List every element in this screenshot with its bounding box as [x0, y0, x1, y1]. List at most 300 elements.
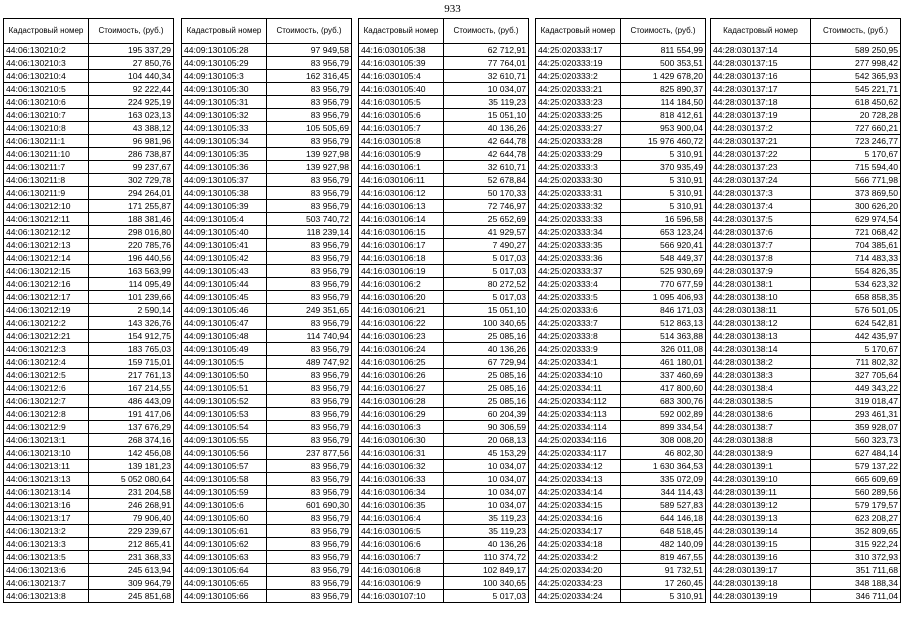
cadastral-number-cell: 44:06:130213:6 — [4, 564, 89, 577]
table-row — [711, 291, 901, 304]
cadastral-number-cell: 44:09:130105:59 — [182, 486, 267, 499]
table-row — [536, 291, 706, 304]
table-row — [536, 135, 706, 148]
cost-cell: 67 729,94 — [444, 356, 529, 369]
cadastral-number-cell: 44:16:030106:9 — [359, 577, 444, 590]
cost-cell: 83 956,79 — [267, 486, 352, 499]
cadastral-number-cell: 44:28:030139:17 — [711, 564, 811, 577]
cadastral-number-cell: 44:25:020334:20 — [536, 564, 621, 577]
cost-cell: 100 340,65 — [444, 577, 529, 590]
cadastral-number-cell: 44:09:130105:42 — [182, 252, 267, 265]
cadastral-number-cell: 44:25:020334:117 — [536, 447, 621, 460]
cadastral-number-cell: 44:25:020334:10 — [536, 369, 621, 382]
cost-cell: 653 123,24 — [621, 226, 706, 239]
cadastral-number-cell: 44:28:030137:14 — [711, 44, 811, 57]
table-row — [4, 447, 174, 460]
cadastral-number-cell: 44:06:130210:8 — [4, 122, 89, 135]
table-row — [536, 538, 706, 551]
table-row — [182, 447, 352, 460]
cadastral-number-cell: 44:16:030106:26 — [359, 369, 444, 382]
cost-cell: 683 300,76 — [621, 395, 706, 408]
cadastral-number-cell: 44:16:030106:2 — [359, 278, 444, 291]
cost-cell: 105 505,69 — [267, 122, 352, 135]
cadastral-number-cell: 44:16:030106:12 — [359, 187, 444, 200]
cost-cell: 5 017,03 — [444, 265, 529, 278]
cost-cell: 83 956,79 — [267, 525, 352, 538]
cost-cell: 139 927,98 — [267, 148, 352, 161]
cost-cell: 319 018,47 — [811, 395, 901, 408]
table-row — [4, 213, 174, 226]
cost-cell: 42 644,78 — [444, 135, 529, 148]
cadastral-number-cell: 44:06:130212:6 — [4, 382, 89, 395]
table-row — [182, 590, 352, 603]
table-row — [359, 434, 529, 447]
cadastral-number-cell: 44:16:030105:7 — [359, 122, 444, 135]
cadastral-number-cell: 44:16:030106:13 — [359, 200, 444, 213]
cost-cell: 183 765,03 — [89, 343, 174, 356]
table-row — [536, 187, 706, 200]
table-row — [536, 304, 706, 317]
table-row — [359, 174, 529, 187]
cadastral-number-cell: 44:09:130105:39 — [182, 200, 267, 213]
cost-cell: 486 443,09 — [89, 395, 174, 408]
cost-cell: 83 956,79 — [267, 343, 352, 356]
cost-cell: 658 858,35 — [811, 291, 901, 304]
table-row — [182, 473, 352, 486]
table-row — [359, 460, 529, 473]
cost-cell: 542 365,93 — [811, 70, 901, 83]
cadastral-number-cell: 44:16:030106:15 — [359, 226, 444, 239]
cadastral-number-cell: 44:28:030137:22 — [711, 148, 811, 161]
cadastral-number-cell: 44:09:130105:57 — [182, 460, 267, 473]
table-row — [536, 226, 706, 239]
cadastral-number-cell: 44:06:130212:16 — [4, 278, 89, 291]
table-row — [536, 512, 706, 525]
cadastral-number-cell: 44:28:030139:13 — [711, 512, 811, 525]
cadastral-number-cell: 44:06:130213:7 — [4, 577, 89, 590]
cost-cell: 83 956,79 — [267, 382, 352, 395]
cost-cell: 83 956,79 — [267, 252, 352, 265]
table-row — [4, 187, 174, 200]
table-row — [4, 148, 174, 161]
cost-cell: 171 255,87 — [89, 200, 174, 213]
cadastral-number-cell: 44:09:130105:35 — [182, 148, 267, 161]
table-row — [4, 70, 174, 83]
table-row — [536, 551, 706, 564]
table-row — [4, 473, 174, 486]
cadastral-number-cell: 44:09:130105:36 — [182, 161, 267, 174]
cost-cell: 92 222,44 — [89, 83, 174, 96]
cost-cell: 770 677,59 — [621, 278, 706, 291]
table-row — [182, 525, 352, 538]
cadastral-number-cell: 44:09:130105:28 — [182, 44, 267, 57]
cost-cell: 899 334,54 — [621, 421, 706, 434]
cost-cell: 417 800,60 — [621, 382, 706, 395]
table-row — [4, 421, 174, 434]
cost-cell: 83 956,79 — [267, 395, 352, 408]
cadastral-number-cell: 44:16:030105:5 — [359, 96, 444, 109]
table-row — [359, 135, 529, 148]
cadastral-table-1 — [3, 18, 174, 603]
cost-cell: 554 826,35 — [811, 265, 901, 278]
table-row — [359, 447, 529, 460]
cadastral-number-cell: 44:09:130105:47 — [182, 317, 267, 330]
cost-cell: 601 690,30 — [267, 499, 352, 512]
table-row — [182, 304, 352, 317]
table-row — [711, 395, 901, 408]
cost-cell: 114 740,94 — [267, 330, 352, 343]
table-row — [536, 57, 706, 70]
cadastral-number-cell: 44:06:130212:19 — [4, 304, 89, 317]
cadastral-number-cell: 44:16:030106:25 — [359, 356, 444, 369]
cost-cell: 99 237,67 — [89, 161, 174, 174]
table-row — [711, 551, 901, 564]
table-row — [711, 200, 901, 213]
cost-cell: 83 956,79 — [267, 577, 352, 590]
cost-cell: 104 440,34 — [89, 70, 174, 83]
cadastral-number-cell: 44:06:130212:9 — [4, 421, 89, 434]
table-row — [536, 161, 706, 174]
cost-cell: 5 310,91 — [621, 200, 706, 213]
table-row — [711, 135, 901, 148]
cadastral-number-cell: 44:25:020334:2 — [536, 551, 621, 564]
table-row — [536, 148, 706, 161]
cost-cell: 40 136,26 — [444, 122, 529, 135]
cadastral-number-cell: 44:28:030138:12 — [711, 317, 811, 330]
cost-cell: 217 761,13 — [89, 369, 174, 382]
table-row — [359, 356, 529, 369]
cost-cell: 83 956,79 — [267, 590, 352, 603]
table-row — [711, 317, 901, 330]
table-row — [359, 538, 529, 551]
cost-cell: 953 900,04 — [621, 122, 706, 135]
cadastral-number-cell: 44:25:020333:9 — [536, 343, 621, 356]
cadastral-number-cell: 44:25:020333:7 — [536, 317, 621, 330]
table-row — [359, 187, 529, 200]
cost-cell: 5 310,91 — [621, 174, 706, 187]
table-row — [711, 512, 901, 525]
cadastral-number-cell: 44:09:130105:31 — [182, 96, 267, 109]
cost-cell: 249 351,65 — [267, 304, 352, 317]
table-row — [182, 213, 352, 226]
table-row — [536, 369, 706, 382]
table-row — [182, 239, 352, 252]
header-cost: Стоимость, (руб.) — [89, 19, 174, 44]
cost-cell: 100 340,65 — [444, 317, 529, 330]
table-row — [182, 70, 352, 83]
cost-cell: 83 956,79 — [267, 83, 352, 96]
table-row — [4, 304, 174, 317]
cadastral-number-cell: 44:25:020333:17 — [536, 44, 621, 57]
table-row — [182, 551, 352, 564]
table-row — [536, 577, 706, 590]
table-row — [711, 577, 901, 590]
cost-cell: 162 316,45 — [267, 70, 352, 83]
cadastral-number-cell: 44:06:130211:7 — [4, 161, 89, 174]
table-row — [536, 96, 706, 109]
table-row — [536, 434, 706, 447]
table-row — [359, 304, 529, 317]
cadastral-number-cell: 44:06:130213:5 — [4, 551, 89, 564]
table-row — [711, 83, 901, 96]
cadastral-number-cell: 44:06:130211:10 — [4, 148, 89, 161]
table-row — [4, 161, 174, 174]
cadastral-number-cell: 44:06:130210:7 — [4, 109, 89, 122]
cadastral-number-cell: 44:28:030137:21 — [711, 135, 811, 148]
table-row — [536, 44, 706, 57]
cadastral-number-cell: 44:09:130105:3 — [182, 70, 267, 83]
table-row — [4, 317, 174, 330]
cadastral-number-cell: 44:25:020334:114 — [536, 421, 621, 434]
cost-cell: 188 381,46 — [89, 213, 174, 226]
table-row — [359, 408, 529, 421]
table-row — [182, 122, 352, 135]
table-row — [711, 421, 901, 434]
table-row — [182, 265, 352, 278]
table-row — [4, 265, 174, 278]
table-row — [182, 395, 352, 408]
cost-cell: 514 363,88 — [621, 330, 706, 343]
cost-cell: 525 930,69 — [621, 265, 706, 278]
cadastral-number-cell: 44:09:130105:60 — [182, 512, 267, 525]
cost-cell: 294 264,01 — [89, 187, 174, 200]
cadastral-number-cell: 44:06:130211:9 — [4, 187, 89, 200]
cadastral-number-cell: 44:06:130213:3 — [4, 538, 89, 551]
cadastral-number-cell: 44:16:030106:34 — [359, 486, 444, 499]
cost-cell: 721 068,42 — [811, 226, 901, 239]
table-row — [711, 252, 901, 265]
table-row — [359, 252, 529, 265]
cadastral-number-cell: 44:09:130105:32 — [182, 109, 267, 122]
table-row — [182, 187, 352, 200]
cadastral-number-cell: 44:25:020334:116 — [536, 434, 621, 447]
cost-cell: 351 711,68 — [811, 564, 901, 577]
table-row — [4, 382, 174, 395]
table-row — [182, 226, 352, 239]
table-row — [711, 473, 901, 486]
cadastral-number-cell: 44:16:030106:30 — [359, 434, 444, 447]
cost-cell: 819 467,55 — [621, 551, 706, 564]
cadastral-number-cell: 44:25:020333:4 — [536, 278, 621, 291]
cadastral-number-cell: 44:28:030138:2 — [711, 356, 811, 369]
cost-cell: 32 610,71 — [444, 70, 529, 83]
cadastral-number-cell: 44:28:030138:13 — [711, 330, 811, 343]
cadastral-number-cell: 44:06:130212:10 — [4, 200, 89, 213]
cadastral-number-cell: 44:06:130211:8 — [4, 174, 89, 187]
cost-cell: 25 085,16 — [444, 395, 529, 408]
cadastral-number-cell: 44:09:130105:64 — [182, 564, 267, 577]
cadastral-number-cell: 44:25:020333:29 — [536, 148, 621, 161]
cost-cell: 566 771,98 — [811, 174, 901, 187]
cadastral-number-cell: 44:09:130105:5 — [182, 356, 267, 369]
cost-cell: 648 518,45 — [621, 525, 706, 538]
cost-cell: 90 306,59 — [444, 421, 529, 434]
table-row — [711, 343, 901, 356]
table-row — [182, 421, 352, 434]
cost-cell: 449 343,22 — [811, 382, 901, 395]
cost-cell: 300 626,20 — [811, 200, 901, 213]
table-row — [359, 564, 529, 577]
table-row — [359, 512, 529, 525]
cadastral-number-cell: 44:06:130212:3 — [4, 343, 89, 356]
table-row — [536, 382, 706, 395]
cost-cell: 163 023,13 — [89, 109, 174, 122]
cadastral-number-cell: 44:25:020334:23 — [536, 577, 621, 590]
cost-cell: 245 851,68 — [89, 590, 174, 603]
table-row — [536, 590, 706, 603]
cost-cell: 352 809,65 — [811, 525, 901, 538]
cadastral-number-cell: 44:28:030138:4 — [711, 382, 811, 395]
cost-cell: 139 181,23 — [89, 460, 174, 473]
table-row — [359, 122, 529, 135]
cadastral-number-cell: 44:06:130210:6 — [4, 96, 89, 109]
cost-cell: 212 865,41 — [89, 538, 174, 551]
table-row — [536, 278, 706, 291]
table-row — [359, 213, 529, 226]
table-row — [711, 382, 901, 395]
cost-cell: 1 095 406,93 — [621, 291, 706, 304]
cadastral-number-cell: 44:16:030106:28 — [359, 395, 444, 408]
table-row — [182, 252, 352, 265]
cost-cell: 335 072,09 — [621, 473, 706, 486]
table-row — [4, 109, 174, 122]
table-row — [182, 278, 352, 291]
cost-cell: 35 119,23 — [444, 512, 529, 525]
cost-cell: 579 179,57 — [811, 499, 901, 512]
table-row — [536, 447, 706, 460]
cadastral-number-cell: 44:06:130212:2 — [4, 317, 89, 330]
cadastral-number-cell: 44:16:030106:6 — [359, 538, 444, 551]
cadastral-number-cell: 44:28:030137:3 — [711, 187, 811, 200]
table-row — [182, 317, 352, 330]
table-row — [536, 252, 706, 265]
cadastral-number-cell: 44:28:030139:16 — [711, 551, 811, 564]
cadastral-number-cell: 44:09:130105:49 — [182, 343, 267, 356]
cost-cell: 714 483,33 — [811, 252, 901, 265]
cost-cell: 196 440,56 — [89, 252, 174, 265]
cadastral-number-cell: 44:09:130105:40 — [182, 226, 267, 239]
cost-cell: 512 863,13 — [621, 317, 706, 330]
cadastral-number-cell: 44:25:020334:18 — [536, 538, 621, 551]
cost-cell: 83 956,79 — [267, 538, 352, 551]
cost-cell: 97 949,58 — [267, 44, 352, 57]
cadastral-number-cell: 44:06:130212:17 — [4, 291, 89, 304]
cadastral-number-cell: 44:16:030105:38 — [359, 44, 444, 57]
table-row — [4, 512, 174, 525]
table-row — [182, 486, 352, 499]
table-row — [536, 317, 706, 330]
cost-cell: 159 715,01 — [89, 356, 174, 369]
cost-cell: 35 119,23 — [444, 525, 529, 538]
cost-cell: 83 956,79 — [267, 369, 352, 382]
cost-cell: 32 610,71 — [444, 161, 529, 174]
cost-cell: 229 239,67 — [89, 525, 174, 538]
table-row — [359, 278, 529, 291]
cadastral-number-cell: 44:06:130212:13 — [4, 239, 89, 252]
cadastral-number-cell: 44:16:030106:8 — [359, 564, 444, 577]
cost-cell: 231 368,33 — [89, 551, 174, 564]
cadastral-number-cell: 44:16:030106:20 — [359, 291, 444, 304]
cost-cell: 46 802,30 — [621, 447, 706, 460]
cadastral-number-cell: 44:28:030139:11 — [711, 486, 811, 499]
table-row — [182, 109, 352, 122]
cadastral-number-cell: 44:06:130213:10 — [4, 447, 89, 460]
cadastral-number-cell: 44:16:030106:4 — [359, 512, 444, 525]
cadastral-number-cell: 44:28:030137:7 — [711, 239, 811, 252]
table-row — [359, 265, 529, 278]
table-row — [536, 343, 706, 356]
table-row — [711, 70, 901, 83]
cost-cell: 114 095,49 — [89, 278, 174, 291]
cost-cell: 72 746,97 — [444, 200, 529, 213]
cadastral-number-cell: 44:16:030106:1 — [359, 161, 444, 174]
table-row — [182, 57, 352, 70]
cadastral-number-cell: 44:28:030138:14 — [711, 343, 811, 356]
cadastral-number-cell: 44:06:130213:17 — [4, 512, 89, 525]
cost-cell: 5 170,67 — [811, 343, 901, 356]
cost-cell: 40 136,26 — [444, 343, 529, 356]
cost-cell: 589 250,95 — [811, 44, 901, 57]
table-row — [359, 83, 529, 96]
cost-cell: 142 456,08 — [89, 447, 174, 460]
cost-cell: 308 008,20 — [621, 434, 706, 447]
cadastral-number-cell: 44:28:030139:10 — [711, 473, 811, 486]
cost-cell: 503 740,72 — [267, 213, 352, 226]
cadastral-number-cell: 44:28:030138:10 — [711, 291, 811, 304]
cadastral-table-3 — [358, 18, 529, 603]
cadastral-number-cell: 44:06:130210:4 — [4, 70, 89, 83]
cost-cell: 286 738,87 — [89, 148, 174, 161]
cadastral-number-cell: 44:25:020334:14 — [536, 486, 621, 499]
table-row — [4, 239, 174, 252]
header-cadastral-number: Кадастровый номер — [4, 19, 89, 44]
table-row — [4, 551, 174, 564]
table-row — [4, 590, 174, 603]
cadastral-number-cell: 44:06:130213:11 — [4, 460, 89, 473]
table-row — [536, 486, 706, 499]
header-cadastral-number: Кадастровый номер — [182, 19, 267, 44]
cadastral-number-cell: 44:28:030139:15 — [711, 538, 811, 551]
cadastral-number-cell: 44:25:020334:16 — [536, 512, 621, 525]
table-row — [711, 122, 901, 135]
table-row — [4, 564, 174, 577]
cost-cell: 52 678,84 — [444, 174, 529, 187]
cost-cell: 1 429 678,20 — [621, 70, 706, 83]
table-row — [711, 161, 901, 174]
table-row — [359, 291, 529, 304]
cadastral-number-cell: 44:06:130213:8 — [4, 590, 89, 603]
cadastral-number-cell: 44:06:130210:5 — [4, 83, 89, 96]
table-row — [711, 96, 901, 109]
cadastral-number-cell: 44:16:030106:29 — [359, 408, 444, 421]
cost-cell: 461 180,01 — [621, 356, 706, 369]
cost-cell: 315 922,24 — [811, 538, 901, 551]
cost-cell: 83 956,79 — [267, 473, 352, 486]
cost-cell: 846 171,03 — [621, 304, 706, 317]
cadastral-number-cell: 44:06:130211:1 — [4, 135, 89, 148]
cadastral-number-cell: 44:25:020333:30 — [536, 174, 621, 187]
cost-cell: 77 764,01 — [444, 57, 529, 70]
table-row — [359, 577, 529, 590]
cost-cell: 25 085,16 — [444, 382, 529, 395]
table-row — [359, 57, 529, 70]
cost-cell: 10 034,07 — [444, 499, 529, 512]
cadastral-number-cell: 44:28:030139:14 — [711, 525, 811, 538]
table-row — [4, 408, 174, 421]
table-row — [711, 109, 901, 122]
table-row — [536, 70, 706, 83]
table-row — [4, 356, 174, 369]
